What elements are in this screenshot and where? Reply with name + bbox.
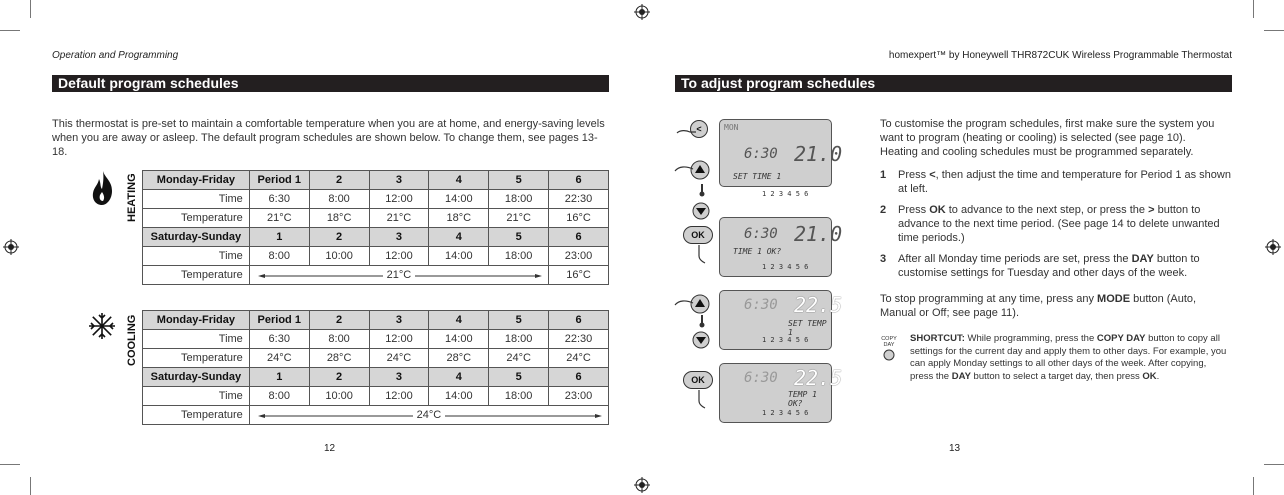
table-row <box>143 228 609 247</box>
heating-schedule-table <box>142 170 609 285</box>
shortcut-text: While programming, press the <box>964 333 1097 344</box>
stop-text: button (Auto, Manual or Off; see page 11). <box>880 293 1197 319</box>
table-cell: 2 <box>309 311 369 330</box>
table-cell: 4 <box>429 171 489 190</box>
table-cell: 16°C <box>549 209 609 228</box>
key-name: OK <box>929 204 946 216</box>
finger-pointer-icon <box>674 296 694 310</box>
step-number: 3 <box>880 253 887 265</box>
crop-mark <box>1264 464 1284 465</box>
crop-mark <box>30 0 31 18</box>
crop-mark <box>0 30 20 31</box>
table-cell: 3 <box>369 311 429 330</box>
table-cell: 21°C <box>369 209 429 228</box>
table-cell: 5 <box>489 228 549 247</box>
down-arrow-button-icon[interactable] <box>692 331 710 349</box>
table-row <box>143 247 609 266</box>
lcd-time: 6:30 <box>744 146 778 162</box>
table-cell: 6 <box>549 368 609 387</box>
table-cell: 14:00 <box>429 330 489 349</box>
step-text: Press <box>898 169 930 181</box>
table-cell: Period 1 <box>249 171 309 190</box>
table-cell: 5 <box>489 171 549 190</box>
table-row <box>143 209 609 228</box>
table-cell: Monday-Friday <box>143 171 250 190</box>
table-cell: 24°C <box>489 349 549 368</box>
lcd-temperature: 21.0 <box>794 222 843 246</box>
step-text: , then adjust the time and temperature for Period 1 as shown at left. <box>898 169 1231 195</box>
shortcut-note <box>910 333 1232 383</box>
lcd-periods: 1 2 3 4 5 6 <box>762 336 809 344</box>
shortcut-text: . <box>1156 370 1160 382</box>
table-row <box>143 406 609 425</box>
table-cell: 2 <box>309 171 369 190</box>
table-cell: 18:00 <box>489 330 549 349</box>
lcd-message: SET TEMP 1 <box>788 319 827 337</box>
crop-mark <box>1264 30 1284 31</box>
lcd-time: 6:30 <box>744 370 778 386</box>
table-cell: 6:30 <box>249 190 309 209</box>
section-title-right: To adjust program schedules <box>675 75 1232 92</box>
finger-pointer-icon <box>692 389 706 409</box>
copy-day-label-line: COPY <box>881 336 897 342</box>
flame-icon <box>90 170 116 206</box>
table-cell: 8:00 <box>309 190 369 209</box>
table-cell: 4 <box>429 311 489 330</box>
shortcut-text: button to copy all settings for the current day and apply them to other days. For example, you can apply Monday settings to all other days of the week. After copying, press the <box>910 333 1227 382</box>
table-cell: 5 <box>489 311 549 330</box>
crop-mark <box>1253 0 1254 18</box>
lcd-periods: 1 2 3 4 5 6 <box>762 190 809 198</box>
shortcut-label: SHORTCUT: <box>910 333 965 344</box>
lcd-temperature: 21.0 <box>794 142 843 166</box>
lcd-message: SET TIME 1 <box>733 172 782 181</box>
table-cell: 18:00 <box>489 190 549 209</box>
table-cell: 12:00 <box>369 190 429 209</box>
table-cell: Temperature <box>143 406 250 425</box>
table-cell: 6 <box>549 171 609 190</box>
table-cell: 3 <box>369 228 429 247</box>
span-temperature-cell <box>249 266 548 285</box>
table-cell: 5 <box>489 368 549 387</box>
table-cell: 10:00 <box>309 247 369 266</box>
table-row <box>143 349 609 368</box>
table-cell: Saturday-Sunday <box>143 228 250 247</box>
lcd-temperature: 22.5 <box>794 366 843 390</box>
key-name: COPY DAY <box>1096 333 1146 344</box>
finger-pointer-icon <box>674 162 694 176</box>
table-cell: 8:00 <box>309 330 369 349</box>
table-cell: 3 <box>369 368 429 387</box>
span-temperature: 21°C <box>383 269 416 281</box>
table-cell: 3 <box>369 171 429 190</box>
table-cell: 2 <box>309 228 369 247</box>
lcd-message: TIME 1 OK? <box>733 247 782 256</box>
table-cell: 23:00 <box>549 247 609 266</box>
key-name: < <box>929 169 936 181</box>
table-row <box>143 368 609 387</box>
table-cell: Period 1 <box>249 311 309 330</box>
step-number: 2 <box>880 204 887 216</box>
table-cell: 1 <box>249 228 309 247</box>
table-cell: Time <box>143 387 250 406</box>
lcd-display <box>719 217 843 277</box>
key-name: DAY <box>1131 253 1154 265</box>
table-cell: 22:30 <box>549 190 609 209</box>
crop-mark <box>1253 477 1254 495</box>
table-cell: 14:00 <box>429 190 489 209</box>
table-cell: 8:00 <box>249 247 309 266</box>
table-cell: Saturday-Sunday <box>143 368 250 387</box>
shortcut-text: button to select a target day, then press <box>970 370 1143 382</box>
down-arrow-button-icon[interactable] <box>692 202 710 220</box>
table-cell: 6:30 <box>249 330 309 349</box>
table-cell: 4 <box>429 228 489 247</box>
list-item <box>880 203 1232 245</box>
registration-mark-icon <box>1265 239 1281 255</box>
table-cell: 6 <box>549 311 609 330</box>
key-name: MODE <box>1097 293 1131 305</box>
step-number: 1 <box>880 169 887 181</box>
crop-mark <box>30 477 31 495</box>
thermometer-icon <box>698 314 706 328</box>
table-cell: 21°C <box>489 209 549 228</box>
lcd-day: MON <box>724 123 739 132</box>
copy-day-label <box>879 336 899 348</box>
heating-label: HEATING <box>126 173 138 222</box>
table-cell: 21°C <box>249 209 309 228</box>
page-number-right: 13 <box>949 443 961 454</box>
lcd-message: TEMP 1 OK? <box>788 390 817 408</box>
table-row <box>143 266 609 285</box>
table-cell: 14:00 <box>429 247 489 266</box>
lcd-display <box>719 290 843 350</box>
step-text: After all Monday time periods are set, press the <box>898 253 1132 265</box>
lcd-periods: 1 2 3 4 5 6 <box>762 263 809 271</box>
span-temperature: 24°C <box>413 409 446 421</box>
lcd-time: 6:30 <box>744 226 778 242</box>
table-cell: 6 <box>549 228 609 247</box>
snowflake-icon <box>88 312 116 340</box>
table-cell: 12:00 <box>369 387 429 406</box>
table-cell: 4 <box>429 368 489 387</box>
step-text: button to advance to the next time period. (See page 14 to delete unwanted time periods.) <box>898 204 1220 244</box>
table-row <box>143 311 609 330</box>
lcd-time: 6:30 <box>744 297 778 313</box>
finger-pointer-icon <box>692 244 706 264</box>
step-text: button to customise settings for Tuesday and other days of the week. <box>898 253 1200 279</box>
intro-paragraph-right: To customise the program schedules, first make sure the system you want to program (heating or cooling) is selected (see page 10). Heating and cooling schedules must be programmed separately. <box>880 118 1215 158</box>
table-cell: 12:00 <box>369 247 429 266</box>
registration-mark-icon <box>634 477 650 493</box>
table-cell: 23:00 <box>549 387 609 406</box>
lcd-display <box>719 363 843 423</box>
crop-mark <box>0 464 20 465</box>
step-text: to advance to the next step, or press the <box>945 204 1149 216</box>
key-name: OK <box>1142 370 1157 382</box>
page-number-left: 12 <box>324 443 336 454</box>
step-list <box>880 168 1232 287</box>
table-cell: 18:00 <box>489 247 549 266</box>
running-header-right: homexpert™ by Honeywell THR872CUK Wireless Programmable Thermostat <box>888 50 1232 61</box>
table-cell: 24°C <box>249 349 309 368</box>
table-cell: 8:00 <box>249 387 309 406</box>
table-cell: 28°C <box>309 349 369 368</box>
lcd-temperature: 22.5 <box>794 293 843 317</box>
table-cell: 18:00 <box>489 387 549 406</box>
table-cell: Time <box>143 330 250 349</box>
span-temperature-cell <box>249 406 608 425</box>
table-cell: 14:00 <box>429 387 489 406</box>
table-cell: Temperature <box>143 266 250 285</box>
lcd-periods: 1 2 3 4 5 6 <box>762 409 809 417</box>
table-cell: 12:00 <box>369 330 429 349</box>
cooling-schedule-table <box>142 310 609 425</box>
table-cell: 18°C <box>309 209 369 228</box>
running-header-left: Operation and Programming <box>52 50 179 61</box>
section-title-left: Default program schedules <box>52 75 609 92</box>
ok-button[interactable]: OK <box>683 226 713 244</box>
intro-paragraph-left: This thermostat is pre-set to maintain a comfortable temperature when you are at home, and energy-saving levels when you are away or asleep. The default program schedules are shown below. To change them, see pages 13-18. <box>52 118 605 158</box>
copy-day-label-line: DAY <box>883 342 895 348</box>
table-cell: Monday-Friday <box>143 311 250 330</box>
cooling-label: COOLING <box>126 314 138 366</box>
table-cell: 16°C <box>549 266 609 285</box>
registration-mark-icon <box>634 4 650 20</box>
lcd-display <box>719 119 843 198</box>
copy-day-button-icon <box>883 349 895 361</box>
table-cell: Temperature <box>143 209 250 228</box>
thermometer-icon <box>698 183 706 197</box>
stop-paragraph <box>880 292 1225 320</box>
table-cell: 10:00 <box>309 387 369 406</box>
list-item <box>880 168 1232 196</box>
table-cell: Temperature <box>143 349 250 368</box>
finger-pointer-icon <box>676 126 698 140</box>
stop-text: To stop programming at any time, press any <box>880 293 1098 305</box>
step-text: Press <box>898 204 930 216</box>
table-cell: 2 <box>309 368 369 387</box>
key-name: > <box>1148 204 1155 216</box>
table-cell: 18°C <box>429 209 489 228</box>
table-cell: 28°C <box>429 349 489 368</box>
registration-mark-icon <box>3 239 19 255</box>
back-button[interactable]: < <box>690 120 708 138</box>
table-row <box>143 190 609 209</box>
table-row <box>143 330 609 349</box>
table-cell: Time <box>143 190 250 209</box>
table-cell: 24°C <box>369 349 429 368</box>
table-cell: 22:30 <box>549 330 609 349</box>
table-cell: 24°C <box>549 349 609 368</box>
table-row <box>143 387 609 406</box>
key-name: DAY <box>951 370 971 382</box>
table-row <box>143 171 609 190</box>
ok-button[interactable]: OK <box>683 371 713 389</box>
table-cell: 1 <box>249 368 309 387</box>
list-item <box>880 252 1232 280</box>
table-cell: Time <box>143 247 250 266</box>
